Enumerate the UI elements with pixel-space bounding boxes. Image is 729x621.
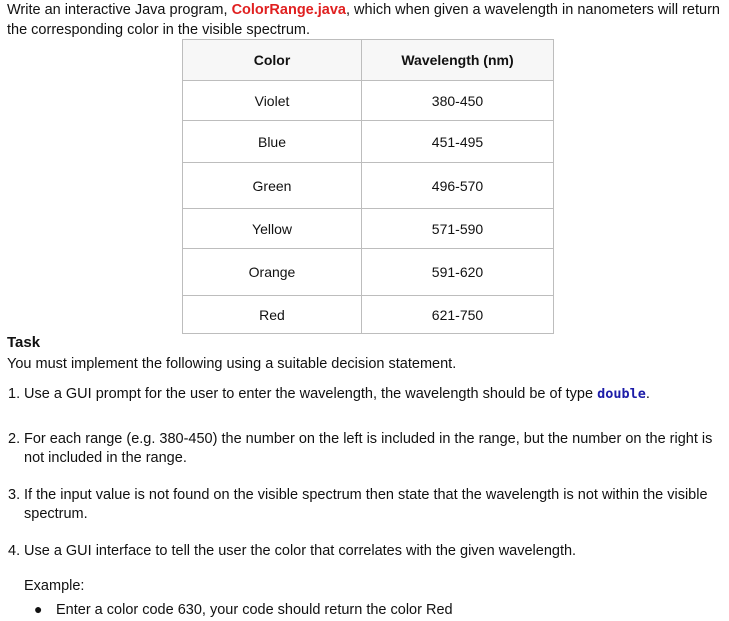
table-header-row [183,40,554,81]
color-range-table [182,39,554,334]
task-heading: Task [7,334,41,351]
cell-wavelength: 591-620 [362,249,554,296]
table-row [183,209,554,249]
table-row [183,296,554,334]
header-color: Color [183,40,362,81]
item-text: Use a GUI interface to tell the user the color that correlates with the given wavelength. [24,543,577,559]
task-intro: You must implement the following using a suitable decision statement. [7,356,457,372]
table-row [183,249,554,296]
example-bullet [34,601,453,618]
item-number: 4. [8,543,21,559]
table-row [183,81,554,121]
header-wavelength: Wavelength (nm) [362,40,554,81]
cell-color: Blue [183,121,362,163]
cell-color: Red [183,296,362,334]
intro-after: , which when given a wavelength in nanometers will return the corresponding color in the visible spectrum. [7,2,720,38]
cell-wavelength: 571-590 [362,209,554,249]
task-item-2 [8,430,723,466]
cell-color: Green [183,163,362,209]
cell-color: Orange [183,249,362,296]
cell-color: Yellow [183,209,362,249]
item-text: Use a GUI prompt for the user to enter the wavelength, the wavelength should be of type double. [24,386,650,402]
item-number: 1. [8,386,21,402]
intro-before: Write an interactive Java program, [7,2,232,18]
item-text: If the input value is not found on the visible spectrum then state that the wavelength is not within the visible spectrum. [24,487,708,522]
table-row [183,163,554,209]
cell-wavelength: 496-570 [362,163,554,209]
intro-paragraph [7,0,722,40]
bullet-icon: ● [34,601,43,617]
item-text: For each range (e.g. 380-450) the number on the left is included in the range, but the number on the right is not included in the range. [24,431,713,466]
table-row [183,121,554,163]
cell-wavelength: 621-750 [362,296,554,334]
bullet-text: Enter a color code 630, your code should return the color Red [56,602,453,618]
cell-wavelength: 451-495 [362,121,554,163]
cell-color: Violet [183,81,362,121]
example-label: Example: [24,578,85,594]
program-name: ColorRange.java [231,2,346,18]
type-double: double [597,386,646,402]
task-item-1 [8,385,723,404]
cell-wavelength: 380-450 [362,81,554,121]
item-number: 3. [8,487,21,503]
task-item-4 [8,542,723,561]
item-number: 2. [8,431,21,447]
task-item-3 [8,486,723,522]
